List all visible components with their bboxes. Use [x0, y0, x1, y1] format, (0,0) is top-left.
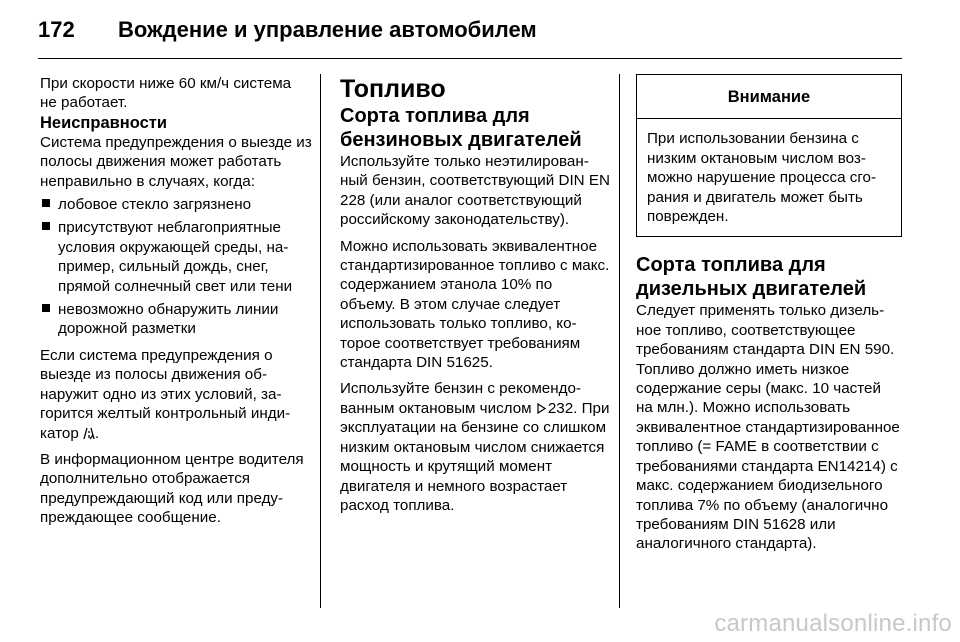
- warning-text: При использовании бензина с низким октановым числом возможно нарушение процесса сгорания и двигатель может быть поврежден.: [647, 130, 877, 226]
- column-middle: [340, 74, 610, 515]
- column-divider-left: [320, 74, 321, 608]
- page-reference-arrow-icon[interactable]: [536, 401, 548, 415]
- header-rule: [38, 58, 902, 59]
- warning-box: [636, 74, 902, 237]
- column-right: [636, 74, 902, 554]
- list-item: невозможно обнаружить линии дорожной разметки: [40, 300, 312, 339]
- bullet-icon: [42, 199, 50, 207]
- page-header: [38, 10, 537, 50]
- list-item: присутствуют неблагоприятные условия окружающей среды, например, сильный дождь, снег, прямой солнечный свет или тени: [40, 218, 312, 296]
- list-item: лобовое стекло загрязнено: [40, 195, 312, 214]
- bullet-icon: [42, 222, 50, 230]
- petrol-paragraph-2: Можно использовать эквивалентное стандартизированное топливо с макс. содержанием этанола 10% по объему. В этом случае следует использовать только топливо, которое соответствует требованиям стандарта DIN 51625.: [340, 237, 610, 372]
- petrol-paragraph-3: Используйте бензин с рекомендованным октановым числом 232. При эксплуатации на бензине со слишком низким октановым числом снижается мощность и крутящий момент двигателя и немного возрастает расход топлива.: [340, 380, 610, 514]
- intro-text: При скорости ниже 60 км/ч система не работает.: [40, 75, 292, 112]
- section-title: Топливо: [340, 75, 446, 103]
- petrol-paragraph-1: Используйте только неэтилированный бензин, соответствующий DIN EN 228 (или аналог соответствующий российскому законодательству).: [340, 153, 610, 229]
- diesel-heading: Сорта топлива для дизельных двигателей: [636, 254, 867, 301]
- page-title: Вождение и управление автомобилем: [118, 17, 537, 42]
- lane-departure-icon: [83, 426, 95, 440]
- indicator-paragraph: Если система предупреждения о выезде из полосы движения обнаружит одно из этих условий, загорится желтый контрольный индикатор .: [40, 346, 291, 442]
- bullet-icon: [42, 304, 50, 312]
- column-left: [40, 74, 312, 528]
- faults-list: [40, 195, 312, 339]
- petrol-heading: Сорта топлива для бензиновых двигателей: [340, 105, 582, 151]
- watermark: carmanualsonline.info: [714, 610, 952, 637]
- page-number: 172: [38, 17, 75, 42]
- faults-heading: Неисправности: [40, 113, 168, 132]
- column-divider-right: [619, 74, 620, 608]
- page-reference-link[interactable]: 232.: [547, 399, 578, 417]
- dic-paragraph: В информационном центре водителя дополнительно отображается предупреждающий код или предупреждающее сообщение.: [40, 450, 304, 527]
- warning-title: Внимание: [637, 75, 901, 119]
- diesel-paragraph: Следует применять только дизельное топливо, соответствующее требованиям стандарта DIN EN 590. Топливо должно иметь низкое содержание серы (макс. 10 частей на млн.). Можно использовать эквивалентное стандартизированное топливо (= FAME в соответствии с требованиями стандарта EN14214) с макс. содержанием биодизельного топлива 7% по объему (аналогично требованиям DIN 51628 или аналогичного стандарта).: [636, 302, 900, 553]
- faults-text: Система предупреждения о выезде из полосы движения может работать неправильно в случаях, когда:: [40, 133, 312, 190]
